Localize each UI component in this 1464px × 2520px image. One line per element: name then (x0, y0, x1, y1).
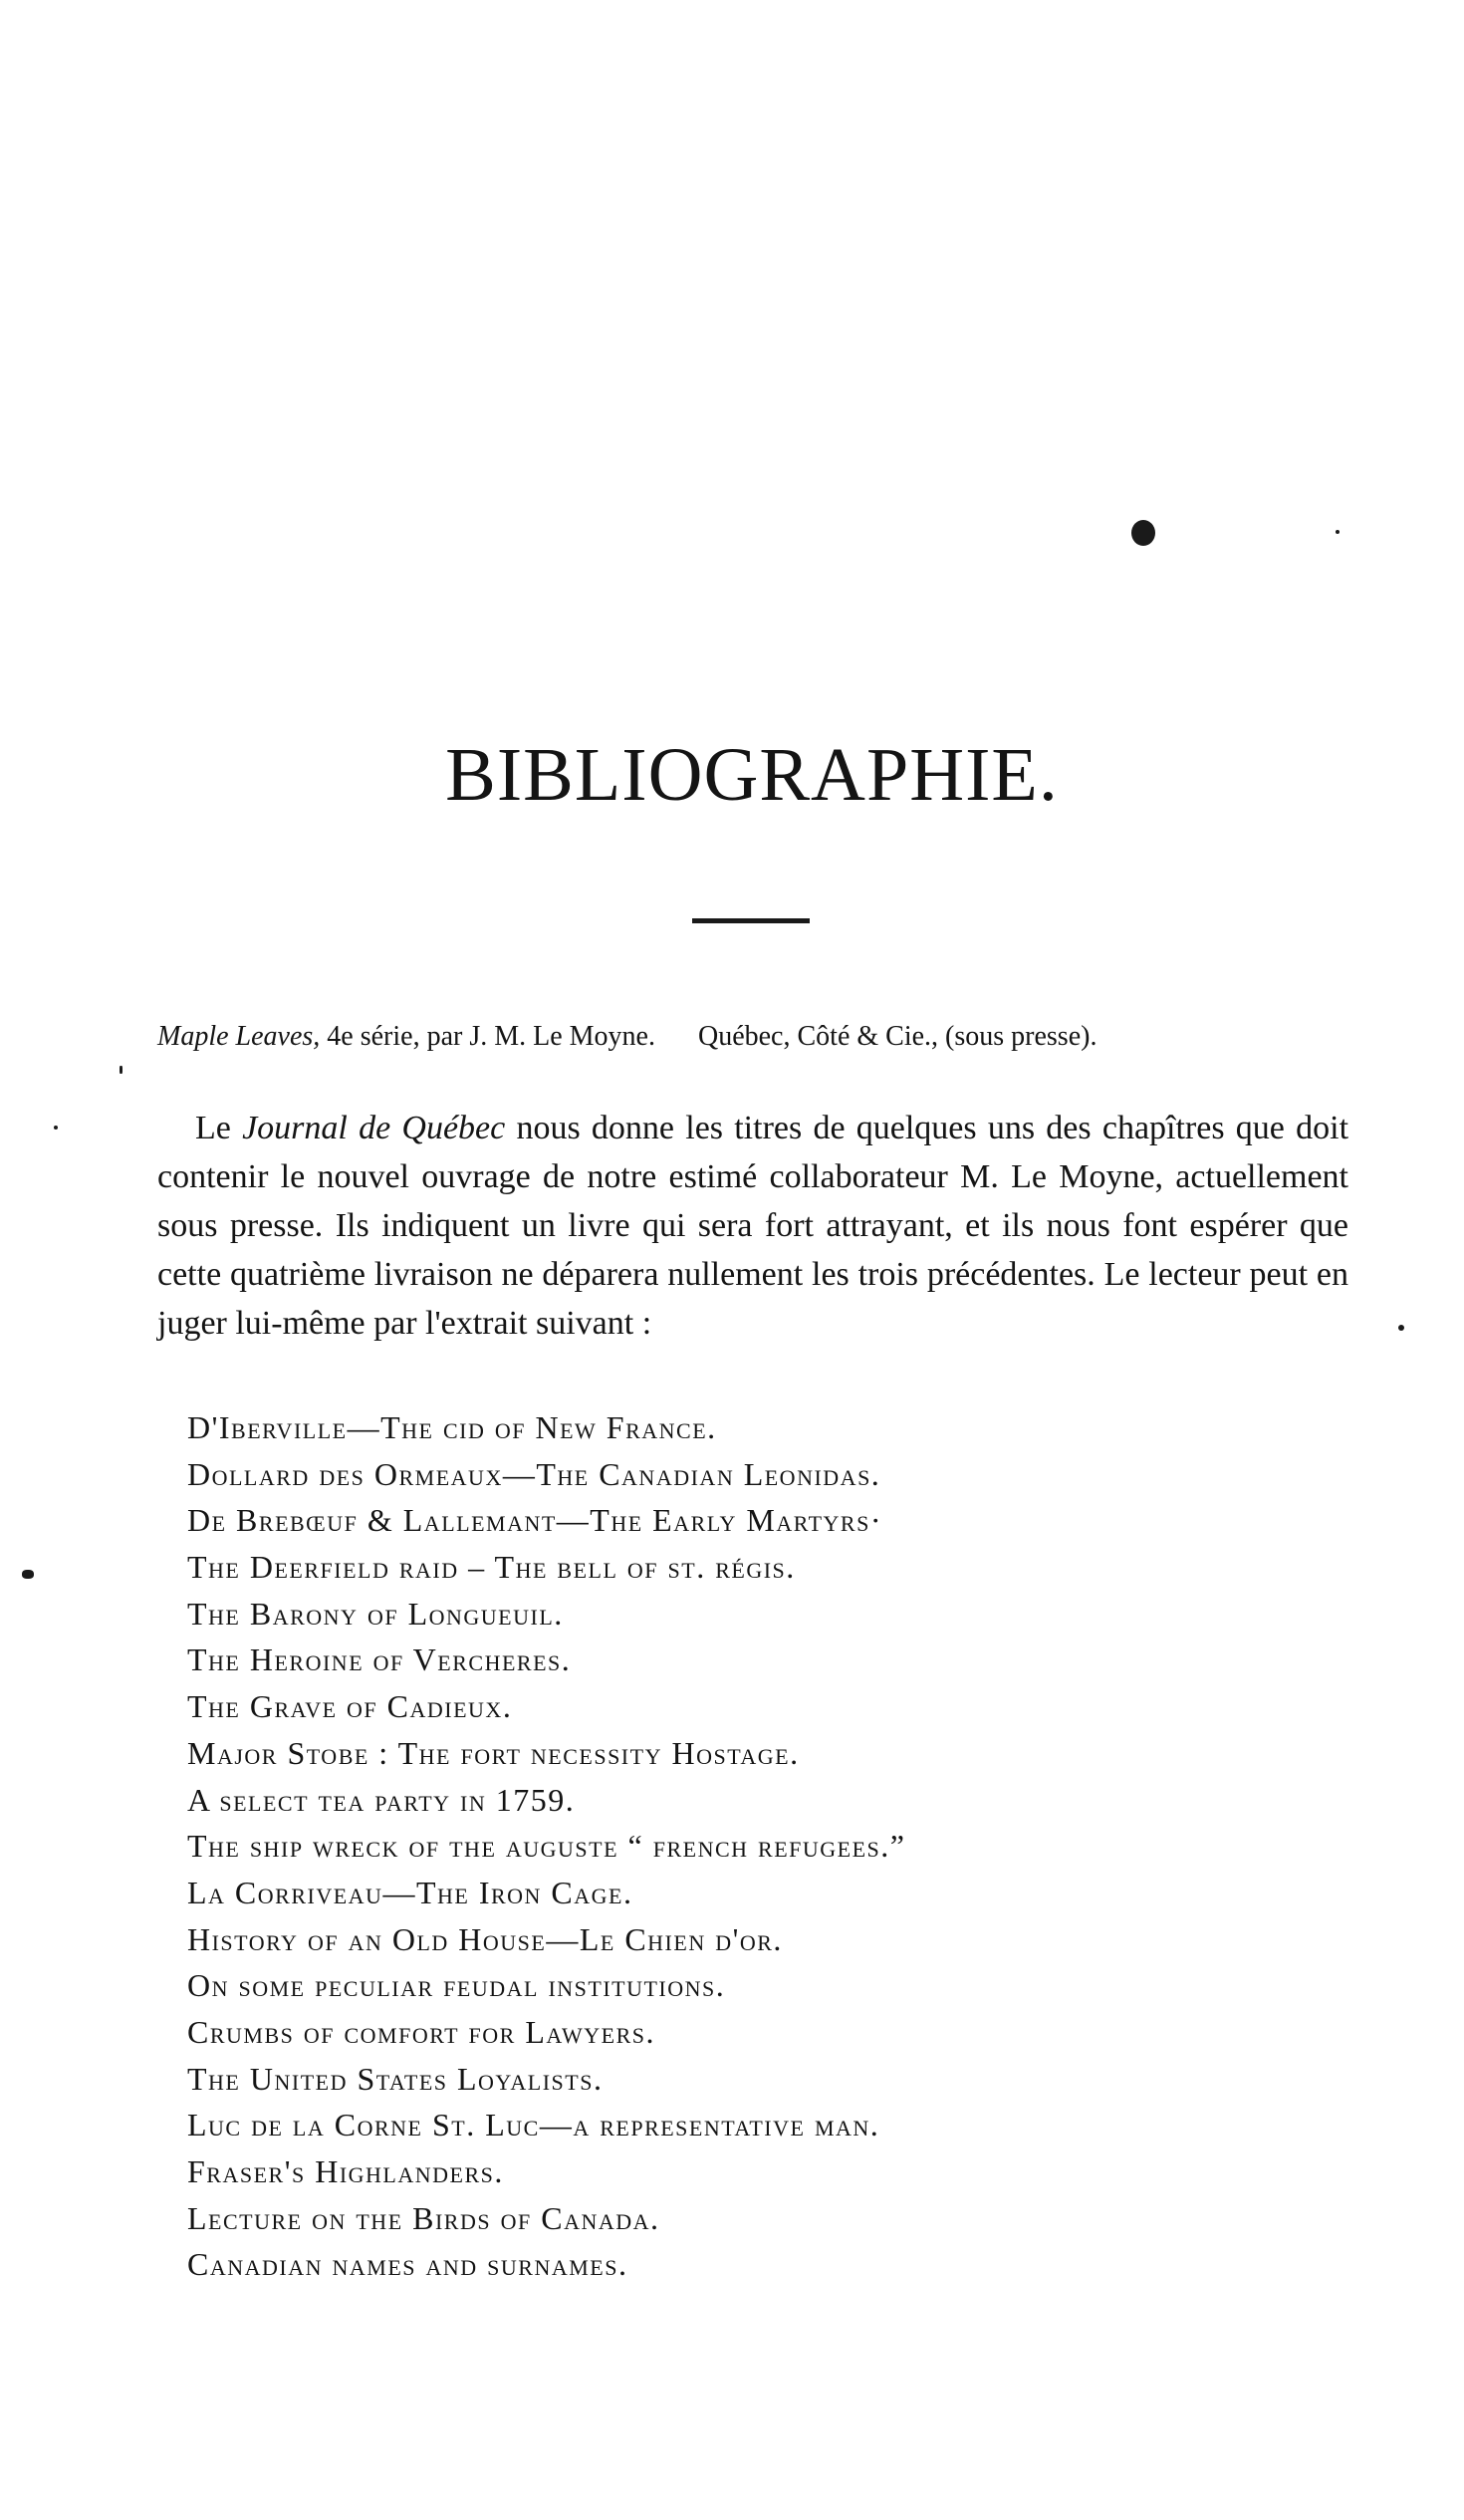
chapter-item: La Corriveau—The Iron Cage. (187, 1874, 633, 1910)
chapter-item: De Brebœuf & Lallemant—The Early Martyrs· (187, 1502, 882, 1539)
ink-speck (54, 1126, 58, 1130)
chapter-list (187, 1404, 1283, 2288)
chapter-item: The Heroine of Vercheres. (187, 1641, 572, 1678)
chapter-item: The Grave of Cadieux. (187, 1688, 513, 1725)
bibliographic-citation (157, 1020, 1303, 1054)
intro-paragraph (157, 1104, 1348, 1348)
chapter-item: A select tea party in 1759. (187, 1781, 576, 1818)
chapter-item: Dollard des Ormeaux—The Canadian Leonidas. (187, 1455, 881, 1492)
journal-name: Journal de Québec (242, 1110, 506, 1146)
chapter-item: Major Stobe : The fort necessity Hostage. (187, 1734, 800, 1771)
chapter-item: The United States Loyalists. (187, 2060, 604, 2097)
ink-speck (1131, 520, 1155, 546)
chapter-item: The Deerfield raid – The bell of st. régis. (187, 1549, 796, 1586)
ink-speck (1336, 530, 1340, 534)
chapter-item: Crumbs of comfort for Lawyers. (187, 2013, 656, 2050)
intro-lead: Le (195, 1110, 231, 1146)
ink-speck (22, 1570, 34, 1579)
chapter-item: On some peculiar feudal institutions. (187, 1967, 726, 2004)
chapter-item: Lecture on the Birds of Canada. (187, 2199, 660, 2236)
chapter-item: The Barony of Longueuil. (187, 1595, 564, 1632)
work-title: Maple Leaves, (157, 1021, 321, 1052)
ink-speck (1398, 1325, 1404, 1331)
chapter-item: Canadian names and surnames. (187, 2246, 628, 2283)
work-details: 4e série, par J. M. Le Moyne. (327, 1021, 655, 1052)
chapter-item: The ship wreck of the auguste “ french refugees.” (187, 1828, 906, 1865)
ink-speck (120, 1066, 122, 1074)
chapter-item: Fraser's Highlanders. (187, 2153, 504, 2189)
chapter-item: History of an Old House—Le Chien d'or. (187, 1920, 783, 1957)
publisher-info: Québec, Côté & Cie., (sous presse). (697, 1021, 1098, 1052)
chapter-item: D'Iberville—The cid of New France. (187, 1409, 717, 1445)
chapter-item: Luc de la Corne St. Luc—a representative man. (187, 2107, 880, 2143)
page-title: BIBLIOGRAPHIE. (445, 733, 1059, 817)
intro-body: nous donne les titres de quelques uns des chapîtres que doit contenir le nouvel ouvrage de notre estimé collaborateur M. Le Moyne, actuellement sous presse. Ils indiquent un livre qui sera fort attrayant, et ils nous font espérer que cette quatrième livraison ne déparera nullement les trois précédentes. Le lecteur peut en juger lui-même par l'extrait suivant : (157, 1110, 1349, 1342)
title-divider (692, 918, 810, 923)
